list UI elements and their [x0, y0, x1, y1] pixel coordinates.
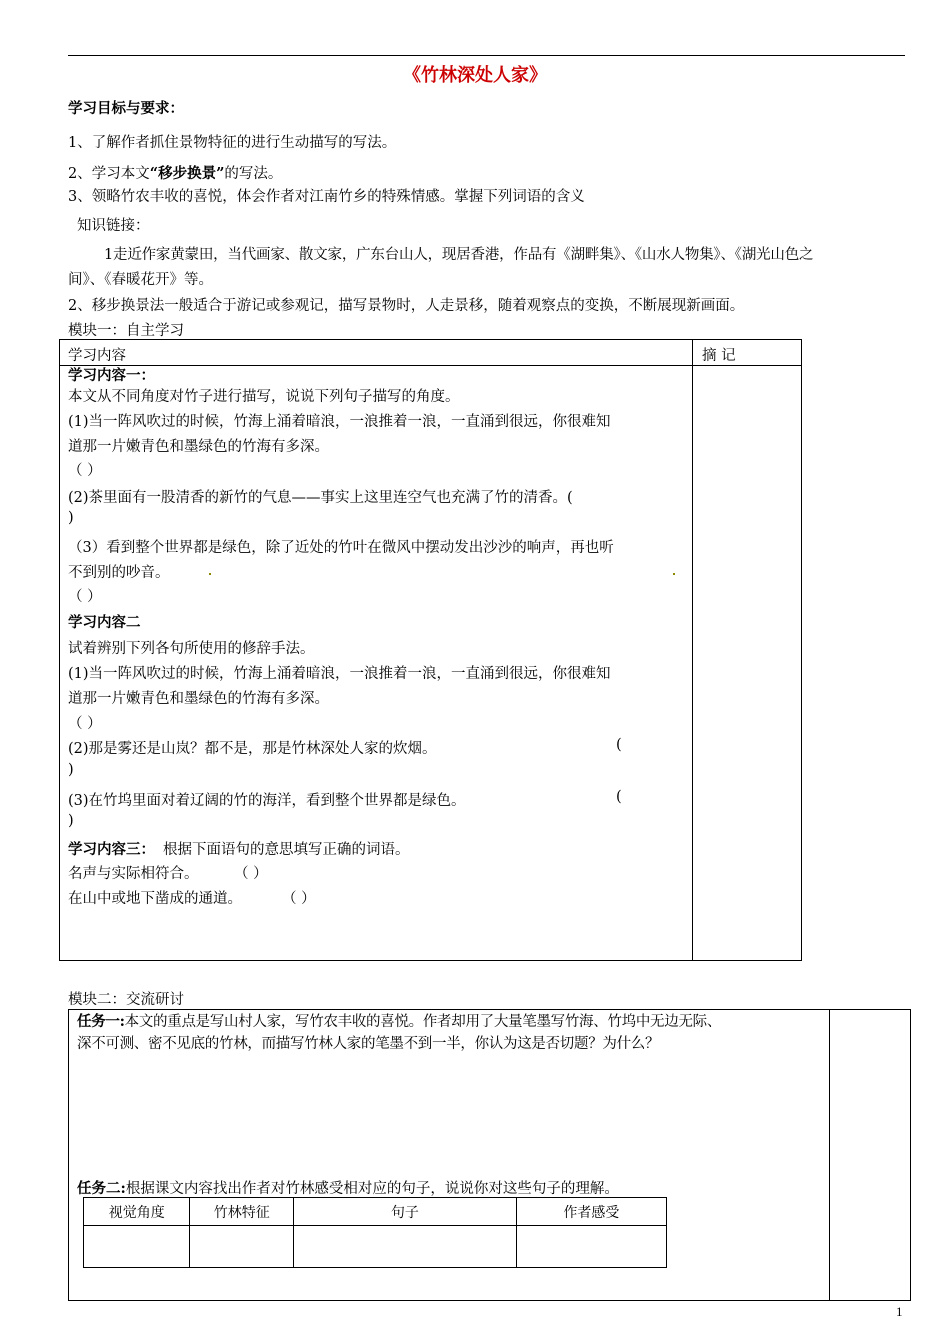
task1-line2: 深不可测、密不见底的竹林，而描写竹林人家的笔墨不到一半，你认为这是否切题？为什么？ — [77, 1036, 660, 1052]
task2-header-visual-angle: 视觉角度 — [84, 1198, 190, 1226]
column-header-notes: 摘 记 — [702, 348, 736, 364]
header-rule — [68, 55, 905, 56]
knowledge-p2: 2、移步换景法一般适合于游记或参观记，描写景物时，人走景移，随着观察点的变换，不断展现新画面。 — [68, 298, 745, 314]
goal-item-3: 3、领略竹农丰收的喜悦，体会作者对江南竹乡的特殊情感。掌握下列词语的含义 — [68, 189, 585, 205]
module1-header-divider — [59, 365, 802, 366]
section2-q1-answer[interactable]: （ ） — [68, 716, 102, 732]
task2-cell[interactable] — [293, 1226, 516, 1268]
task2-header-sentence: 句子 — [293, 1198, 516, 1226]
section1-heading: 学习内容一： — [68, 367, 155, 384]
section1-q2-line1: (2)茶里面有一股清香的新竹的气息——事实上这里连空气也充满了竹的清香。( — [68, 490, 573, 506]
section2-q3-line1: (3)在竹坞里面对着辽阔的竹的海洋，看到整个世界都是绿色。 — [68, 793, 466, 809]
section1-intro: 本文从不同角度对竹子进行描写，说说下列句子描写的角度。 — [68, 389, 460, 405]
module2-title: 模块二：交流研讨 — [68, 992, 184, 1008]
section3-q1: 名声与实际相符合。 — [68, 866, 199, 882]
section3-prompt: 学习内容三： 根据下面语句的意思填写正确的词语。 — [68, 841, 410, 858]
stray-dot — [209, 573, 211, 575]
stray-dot — [673, 573, 675, 575]
section2-q2-answer-close: ) — [68, 762, 74, 778]
section1-q1-line2: 道那一片嫩青色和墨绿色的竹海有多深。 — [68, 439, 329, 455]
section2-q2-line1: (2)那是雾还是山岚？都不是，那是竹林深处人家的炊烟。 — [68, 741, 437, 757]
goals-heading: 学习目标与要求： — [68, 100, 184, 117]
task1-line1: 任务一:本文的重点是写山村人家，写竹农丰收的喜悦。作者却用了大量笔墨写竹海、竹坞中无边无际、 — [77, 1013, 722, 1030]
task2-cell[interactable] — [84, 1226, 190, 1268]
goal-item-2: 2、学习本文“移步换景”的写法。 — [68, 165, 283, 182]
task2-cell[interactable] — [516, 1226, 666, 1268]
knowledge-p1-line1: 1走近作家黄蒙田，当代画家、散文家，广东台山人，现居香港，作品有《湖畔集》、《山水人物集》、《湖光山色之 — [104, 247, 814, 263]
task2-cell[interactable] — [190, 1226, 293, 1268]
section3-q2-answer[interactable]: （ ） — [282, 891, 316, 907]
section3-q1-answer[interactable]: （ ） — [234, 866, 268, 882]
section1-q3-answer[interactable]: （ ） — [68, 589, 102, 605]
page-number: 1 — [896, 1304, 903, 1319]
section1-q3-line2: 不到别的吵音。 — [68, 565, 170, 581]
section2-heading: 学习内容二 — [68, 614, 141, 631]
goal-item-1: 1、了解作者抓住景物特征的进行生动描写的写法。 — [68, 135, 397, 151]
section3-q2: 在山中或地下凿成的通道。 — [68, 891, 242, 907]
task2-header-author-feeling: 作者感受 — [516, 1198, 666, 1226]
task2-table — [83, 1197, 667, 1268]
module2-column-divider — [829, 1009, 830, 1301]
section2-q1-line1: (1)当一阵风吹过的时候，竹海上涌着暗浪，一浪推着一浪，一直涌到很远，你很难知 — [68, 666, 611, 682]
section2-q3-answer-open[interactable]: ( — [616, 789, 622, 805]
section1-q2-line2: ) — [68, 510, 74, 526]
task2-prompt: 任务二:根据课文内容找出作者对竹林感受相对应的句子，说说你对这些句子的理解。 — [77, 1180, 619, 1197]
section2-q3-answer-close: ) — [68, 813, 74, 829]
page-title: 《竹林深处人家》 — [403, 65, 547, 86]
section1-q1-answer[interactable]: （ ） — [68, 463, 102, 479]
section2-intro: 试着辨别下列各句所使用的修辞手法。 — [68, 641, 315, 657]
section2-q1-line2: 道那一片嫩青色和墨绿色的竹海有多深。 — [68, 691, 329, 707]
section1-q3-line1: （3）看到整个世界都是绿色，除了近处的竹叶在微风中摆动发出沙沙的响声，再也听 — [68, 540, 614, 556]
task2-header-bamboo-feature: 竹林特征 — [190, 1198, 293, 1226]
knowledge-p1-line2: 间》、《春暖花开》等。 — [68, 272, 213, 288]
column-header-content: 学习内容 — [68, 348, 126, 364]
knowledge-heading: 知识链接： — [77, 218, 150, 234]
module1-title: 模块一：自主学习 — [68, 323, 184, 339]
section2-q2-answer-open[interactable]: ( — [616, 737, 622, 753]
section1-q1-line1: (1)当一阵风吹过的时候，竹海上涌着暗浪，一浪推着一浪，一直涌到很远，你很难知 — [68, 414, 611, 430]
module1-column-divider — [692, 339, 693, 961]
